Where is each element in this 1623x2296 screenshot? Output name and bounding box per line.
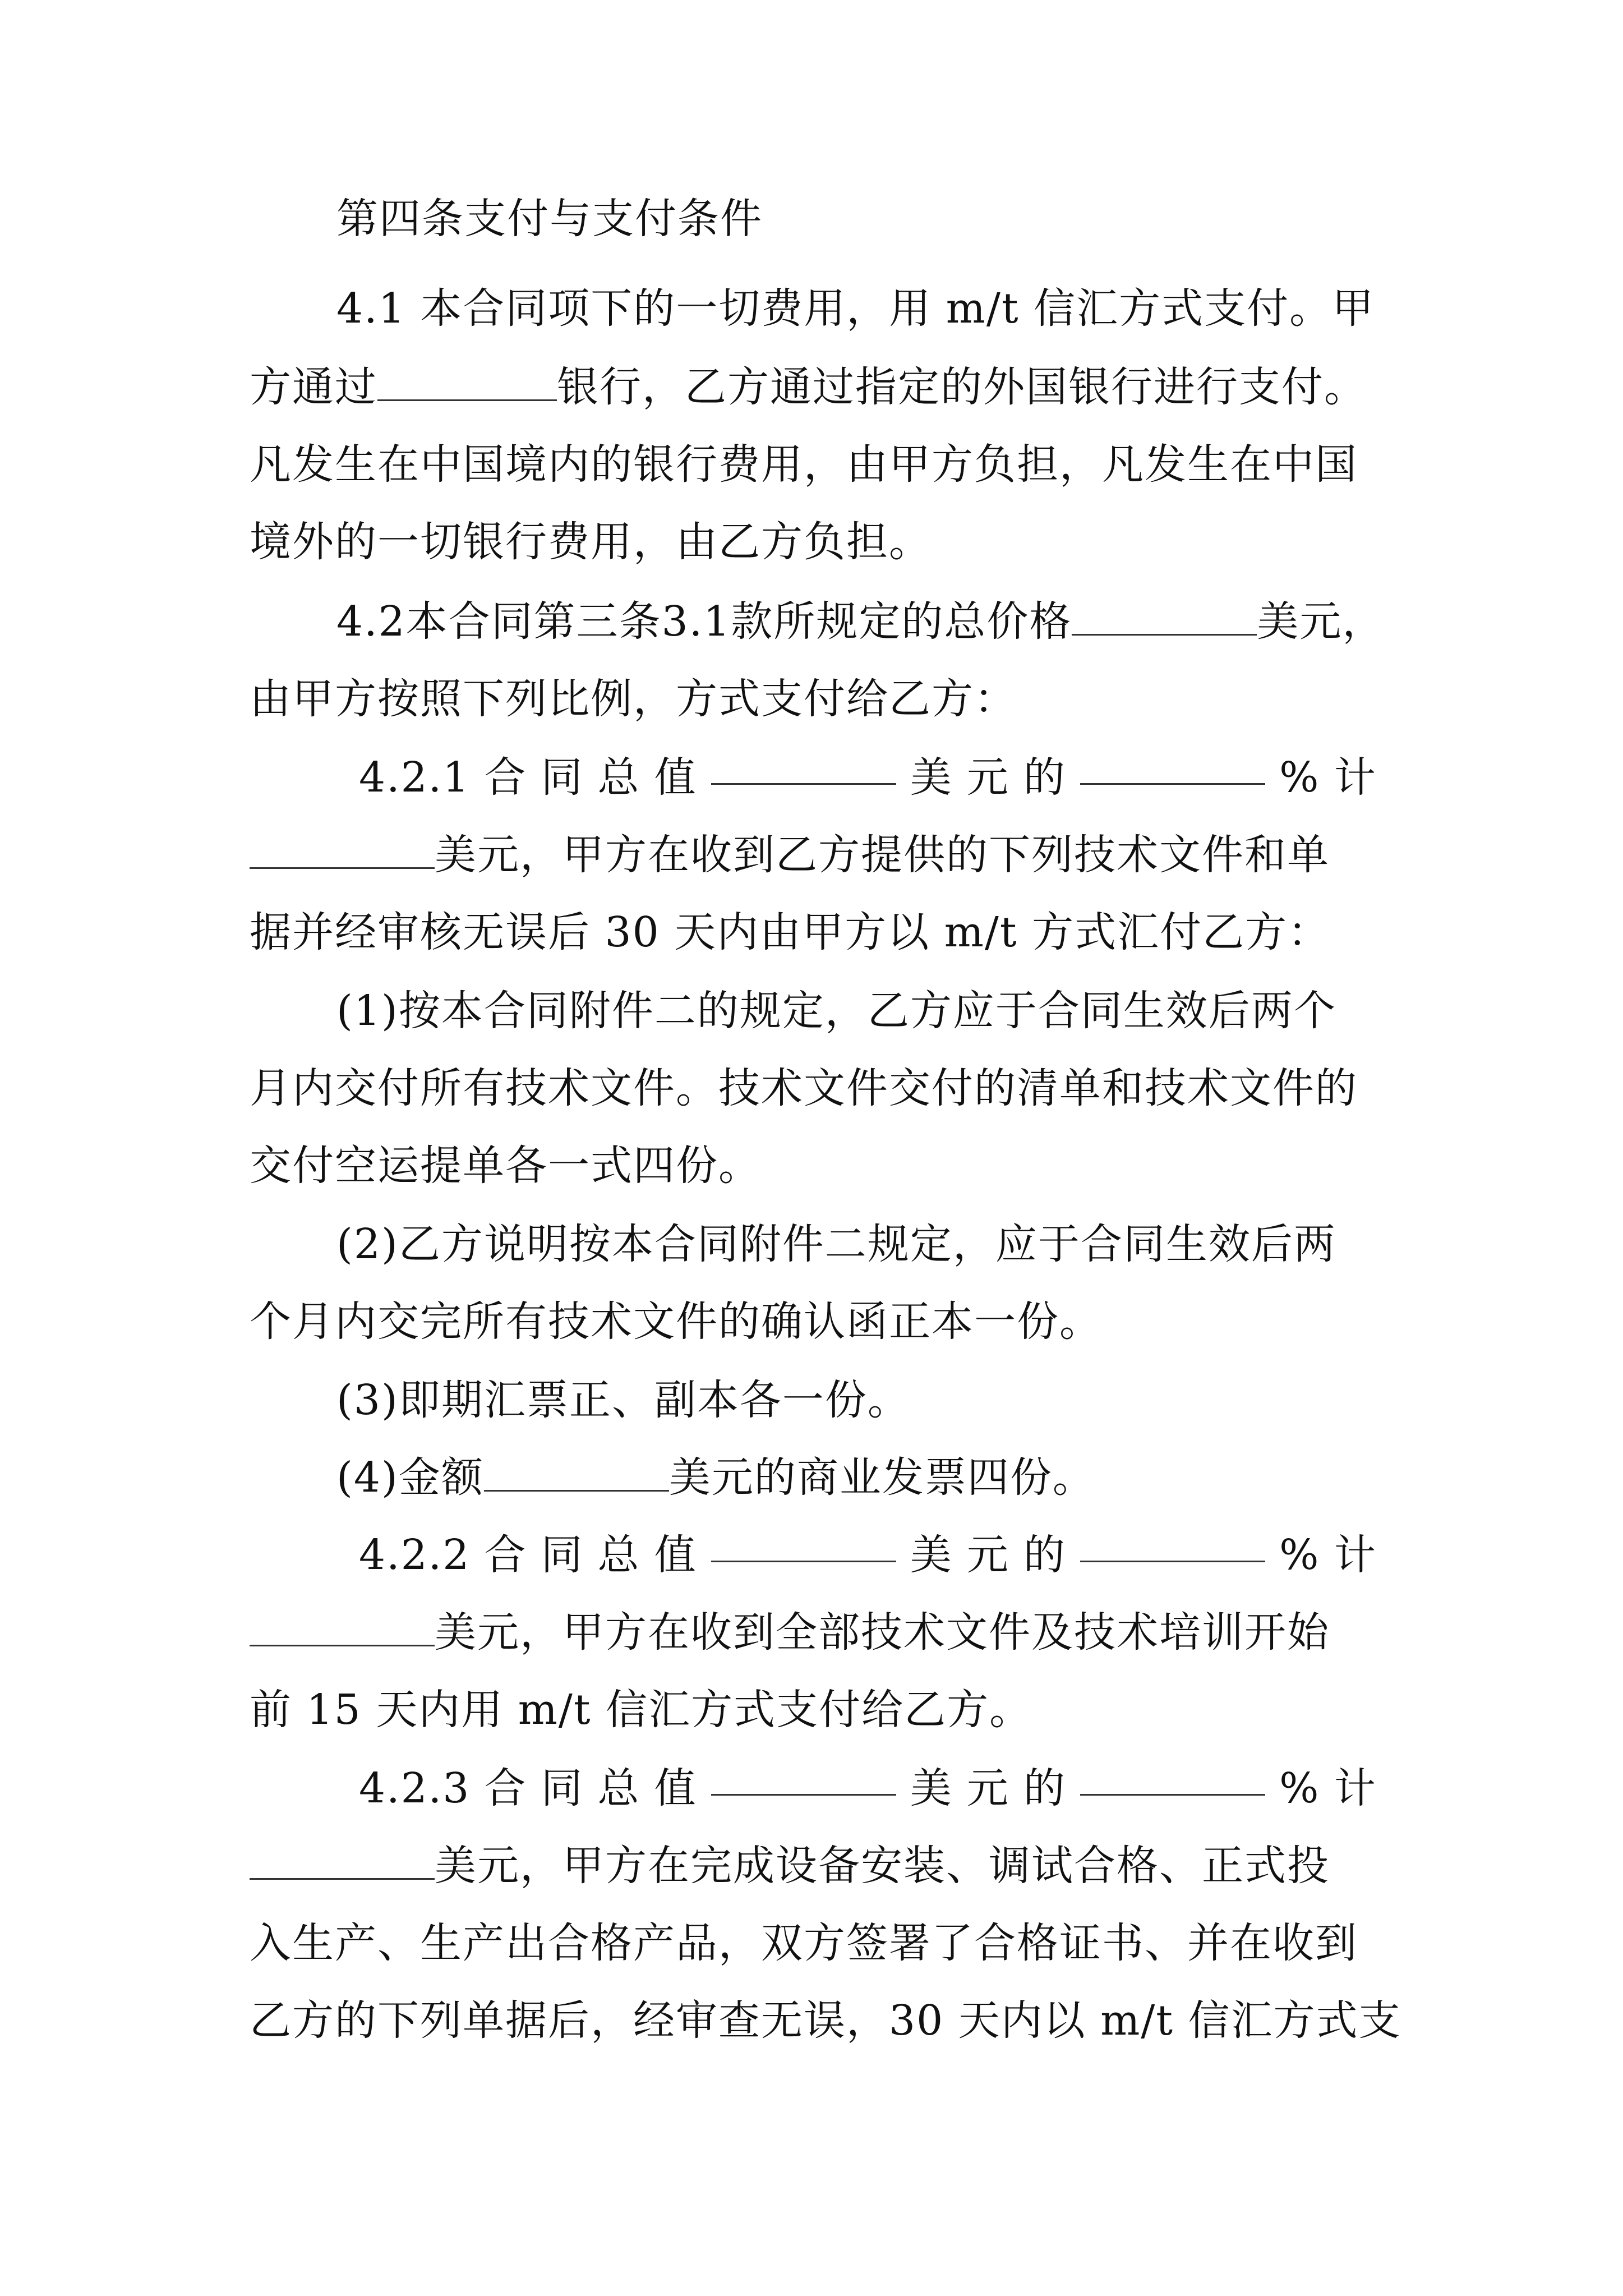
text-char: 美 (910, 753, 953, 802)
text-char: 总 (597, 1531, 640, 1579)
text-char: 同 (541, 1764, 584, 1812)
text-fragment: 美元，甲方在完成设备安装、调试合格、正式投 (435, 1842, 1330, 1890)
paragraph-4-2-3-line-2 (250, 1838, 1330, 1894)
paragraph-4-2-1-line-1 (359, 749, 1377, 806)
paragraph-4-2-3-line-4: 乙方的下列单据后，经审查无误，30 天内以 m/t 信汇方式支 (250, 1996, 1401, 2045)
paragraph-4-2-2-line-2 (250, 1604, 1330, 1660)
text-char: 同 (541, 753, 584, 802)
item-4 (336, 1450, 1095, 1506)
paragraph-4-1-line-2 (250, 359, 1367, 415)
blank-field-total-price (1072, 600, 1257, 636)
text-char: 的 (1023, 1531, 1066, 1579)
text-fragment: 美元，甲方在收到乙方提供的下列技术文件和单 (435, 831, 1330, 879)
text-fragment: % 计 (1279, 1764, 1377, 1812)
paragraph-4-2-3-line-3: 入生产、生产出合格产品，双方签署了合格证书、并在收到 (250, 1919, 1358, 1967)
paragraph-4-1-line-3: 凡发生在中国境内的银行费用，由甲方负担，凡发生在中国 (250, 440, 1358, 489)
clause-number: 4.2.1 (359, 753, 471, 802)
text-char: 元 (966, 1764, 1009, 1812)
text-char: 的 (1023, 1764, 1066, 1812)
paragraph-4-2-2-line-1 (359, 1527, 1377, 1583)
text-fragment: 银行，乙方通过指定的外国银行进行支付。 (557, 363, 1367, 411)
text-fragment: % 计 (1279, 1531, 1377, 1579)
text-fragment: (4)金额 (336, 1453, 484, 1502)
paragraph-4-2-line-2: 由甲方按照下列比例，方式支付给乙方： (250, 675, 1017, 723)
text-char: 总 (597, 1764, 640, 1812)
section-heading: 第四条支付与支付条件 (336, 195, 763, 243)
text-char: 元 (966, 753, 1009, 802)
blank-field-percent (1080, 1760, 1265, 1796)
item-1-line-1: (1)按本合同附件二的规定，乙方应于合同生效后两个 (336, 987, 1336, 1035)
item-1-line-2: 月内交付所有技术文件。技术文件交付的清单和技术文件的 (250, 1064, 1358, 1112)
paragraph-4-2-3-line-1 (359, 1760, 1377, 1816)
paragraph-4-2-1-line-2 (250, 827, 1330, 883)
paragraph-4-2-1-line-3: 据并经审核无误后 30 天内由甲方以 m/t 方式汇付乙方： (250, 908, 1331, 956)
text-fragment: 美元的商业发票四份。 (668, 1453, 1095, 1502)
text-char: 美 (910, 1764, 953, 1812)
blank-field-percent (1080, 1527, 1265, 1562)
blank-field-contract-value (711, 749, 896, 785)
text-char: 同 (541, 1531, 584, 1579)
text-char: 合 (484, 1531, 527, 1579)
blank-field-contract-value (711, 1760, 896, 1796)
text-fragment: 方通过 (250, 363, 377, 411)
blank-field-contract-value (711, 1527, 896, 1562)
clause-number: 4.2.3 (359, 1764, 471, 1812)
item-2-line-1: (2)乙方说明按本合同附件二规定，应于合同生效后两 (336, 1220, 1336, 1268)
text-char: 总 (597, 753, 640, 802)
text-char: 元 (966, 1531, 1009, 1579)
paragraph-4-1-line-1: 4.1 本合同项下的一切费用，用 m/t 信汇方式支付。甲 (336, 284, 1375, 333)
text-char: 合 (484, 1764, 527, 1812)
text-fragment: 4.2本合同第三条3.1款所规定的总价格 (336, 597, 1072, 646)
text-fragment: 美元，甲方在收到全部技术文件及技术培训开始 (435, 1608, 1330, 1657)
text-fragment: 美元， (1257, 597, 1385, 646)
blank-field-percent (1080, 749, 1265, 785)
text-char: 值 (654, 1764, 697, 1812)
paragraph-4-2-2-line-3: 前 15 天内用 m/t 信汇方式支付给乙方。 (250, 1686, 1032, 1734)
text-char: 值 (654, 1531, 697, 1579)
clause-number: 4.2.2 (359, 1531, 471, 1579)
text-char: 值 (654, 753, 697, 802)
blank-field-amount (250, 834, 435, 869)
paragraph-4-1-line-4: 境外的一切银行费用，由乙方负担。 (250, 518, 932, 566)
item-2-line-2: 个月内交完所有技术文件的确认函正本一份。 (250, 1297, 1102, 1346)
item-1-line-3: 交付空运提单各一式四份。 (250, 1142, 761, 1190)
blank-field-invoice-amount (484, 1456, 669, 1492)
paragraph-4-2-line-1 (336, 593, 1385, 650)
text-char: 的 (1023, 753, 1066, 802)
text-fragment: % 计 (1279, 753, 1377, 802)
text-char: 合 (484, 753, 527, 802)
blank-field-amount (250, 1611, 435, 1646)
blank-field-bank (377, 366, 557, 401)
item-3: (3)即期汇票正、副本各一份。 (336, 1376, 910, 1424)
blank-field-amount (250, 1844, 435, 1880)
text-char: 美 (910, 1531, 953, 1579)
